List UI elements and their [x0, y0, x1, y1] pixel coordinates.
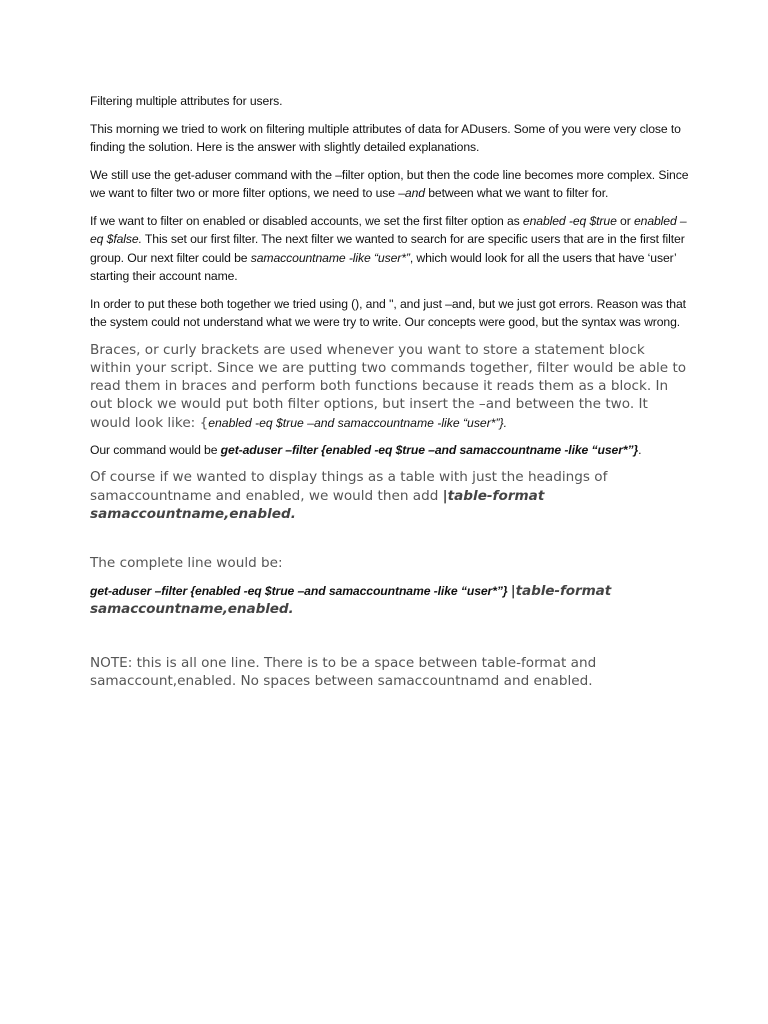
text-segment: This set our first filter. The next filter we wanted to search for are specific users that are in the first filter group. Our next filter could be — [90, 232, 685, 265]
paragraph-braces — [90, 341, 690, 432]
code-enabled-false: enabled –eq $false. — [90, 213, 687, 246]
doc-title: Filtering multiple attributes for users. — [90, 94, 283, 108]
paragraph-note: NOTE: this is all one line. There is to be a space between table-format and samaccount,enabled. No spaces between samaccountnamd and enabled. — [90, 654, 597, 689]
paragraph-enabled-filter — [90, 212, 690, 286]
code-samaccountname-like: samaccountname -like “user*” — [250, 250, 410, 265]
code-complete-table-format: |table-format samaccountname,enabled. — [90, 582, 612, 618]
paragraph-complete-line — [90, 582, 690, 619]
paragraph-errors: In order to put these both together we tried using (), and '', and just –and, but we just got errors. Reason was that the system could not understand what we were try to write. Our concepts were good, but the syntax was wrong. — [90, 296, 686, 329]
text-segment: between what we want to filter for. — [424, 186, 609, 200]
text-segment: Of course if we wanted to display things as a table with just the headings of samaccountname and enabled, we would then add — [90, 469, 608, 504]
text-segment: Braces, or curly brackets are used whenever you want to store a statement block within your script. Since we are putting two commands together, filter would be able to read them in braces and perform both functions because it reads them as a block. In out block we would put both filter options, but insert the –and between the two. It would look like: { — [90, 341, 687, 431]
code-enabled-true: enabled -eq $true — [522, 213, 617, 228]
code-command: get-aduser –filter {enabled -eq $true –and samaccountname -like “user*”} — [220, 442, 639, 457]
code-table-format: |table-format samaccountname,enabled. — [90, 487, 545, 523]
text-segment: If we want to filter on enabled or disabled accounts, we set the first filter option as — [90, 213, 523, 228]
text-segment: . — [638, 442, 642, 457]
and-operator: –and — [398, 186, 425, 200]
text-segment: , which would look for all the users that have ‘user’ starting their account name. — [90, 250, 677, 283]
text-segment: Our command would be — [90, 442, 221, 457]
code-block-example: enabled -eq $true –and samaccountname -like “user*”}. — [208, 415, 508, 430]
text-segment: or — [616, 213, 634, 228]
document-page — [90, 92, 690, 699]
paragraph-table-format — [90, 468, 690, 523]
code-complete-command: get-aduser –filter {enabled -eq $true –and samaccountname -like “user*”} — [90, 583, 511, 598]
paragraph-filter-option — [90, 166, 690, 203]
paragraph-command — [90, 441, 690, 460]
blank-line — [90, 628, 690, 654]
paragraph-complete-line-label: The complete line would be: — [90, 555, 283, 572]
blank-line — [90, 532, 690, 554]
text-segment: We still use the get-aduser command with the –filter option, but then the code line becomes more complex. Since we want to filter two or more filter options, we need to use — [90, 167, 689, 200]
paragraph-intro: This morning we tried to work on filtering multiple attributes of data for ADusers. Some of you were very close to finding the solution. Here is the answer with slightly detailed explanations. — [90, 121, 681, 154]
